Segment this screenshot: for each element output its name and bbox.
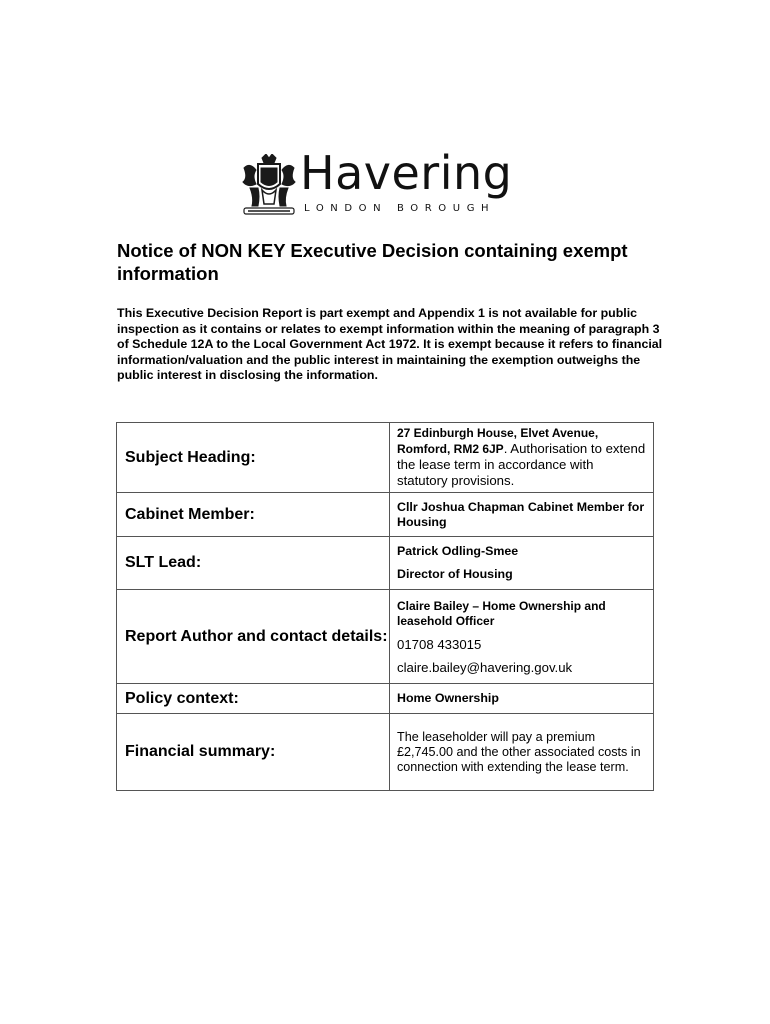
slt-value	[390, 537, 654, 590]
policy-value: Home Ownership	[390, 684, 654, 714]
author-phone: 01708 433015	[397, 636, 482, 652]
decision-table	[116, 422, 654, 791]
havering-crest-icon	[240, 154, 298, 216]
cabinet-value: Cllr Joshua Chapman Cabinet Member for Housing	[390, 493, 654, 537]
cabinet-label: Cabinet Member:	[117, 493, 390, 537]
havering-logo	[240, 146, 530, 218]
slt-label: SLT Lead:	[117, 537, 390, 590]
slt-role: Director of Housing	[397, 567, 513, 581]
subject-label: Subject Heading:	[117, 423, 390, 493]
table-row	[117, 493, 654, 537]
author-email: claire.bailey@havering.gov.uk	[397, 659, 573, 675]
subject-value	[390, 423, 654, 493]
table-row	[117, 714, 654, 791]
brand-name: Havering	[300, 146, 513, 200]
page-title: Notice of NON KEY Executive Decision containing exempt information	[117, 240, 628, 284]
slt-name: Patrick Odling-Smee	[397, 544, 519, 558]
subject-description: . Authorisation to extend the lease term in accordance with statutory provisions.	[397, 441, 646, 488]
policy-label: Policy context:	[117, 684, 390, 714]
table-row	[117, 684, 654, 714]
table-row	[117, 423, 654, 493]
brand-subtitle: LONDON BOROUGH	[304, 203, 496, 214]
subject-address: 27 Edinburgh House, Elvet Avenue, Romford, RM2 6JP	[397, 426, 599, 456]
author-label: Report Author and contact details:	[117, 590, 390, 684]
intro-paragraph: This Executive Decision Report is part exempt and Appendix 1 is not available for public inspection as it contains or relates to exempt information within the meaning of paragraph 3 of Schedule 12A to the Local Government Act 1972. It is exempt because it refers to financial information/valuation and the public interest in maintaining the exemption outweighs the public interest in disclosing the information.	[117, 306, 663, 383]
author-value	[390, 590, 654, 684]
table-row	[117, 537, 654, 590]
financial-value: The leaseholder will pay a premium £2,745.00 and the other associated costs in connection with extending the lease term.	[390, 714, 654, 791]
author-name: Claire Bailey – Home Ownership and leasehold Officer	[397, 598, 606, 628]
table-row	[117, 590, 654, 684]
financial-label: Financial summary:	[117, 714, 390, 791]
